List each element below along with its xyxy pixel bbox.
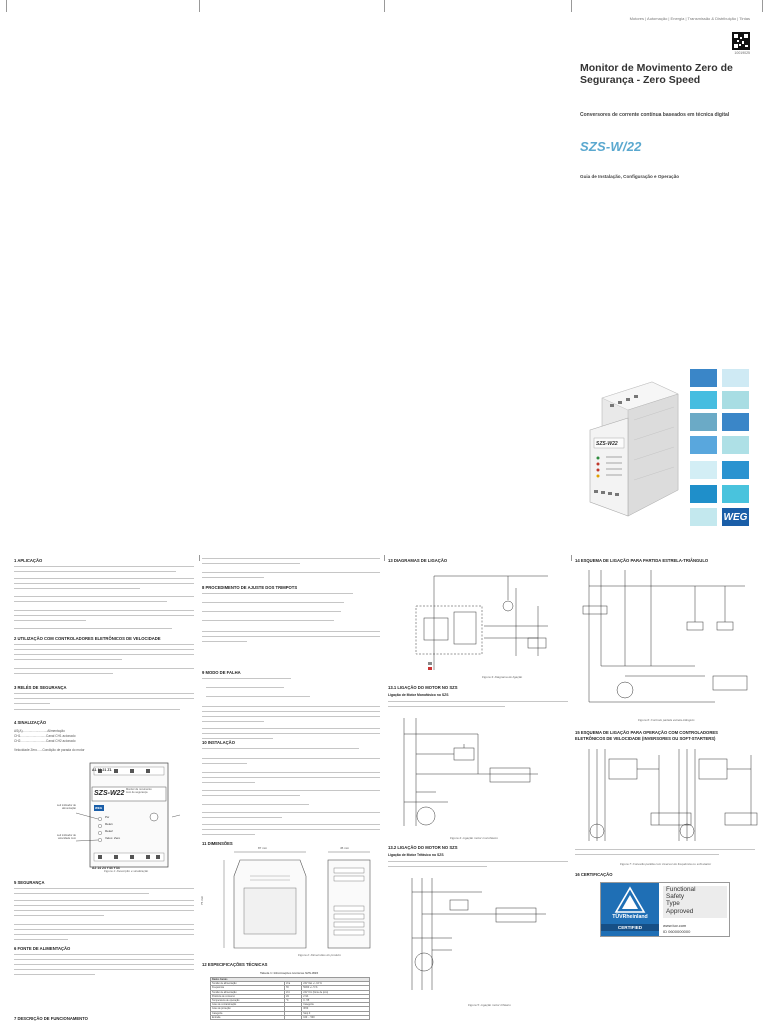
qr-code-icon: [732, 32, 750, 50]
section-heading: 1 APLICAÇÃO: [14, 558, 43, 563]
section-text: [14, 566, 194, 576]
section-heading: 14 ESQUEMA DE LIGAÇÃO PARA PARTIDA ESTRELA-TRIÂNGULO: [575, 558, 709, 563]
color-tile: [722, 391, 749, 409]
table-cell: 24V Vac +/- 10 %: [302, 982, 370, 986]
section-text: [14, 954, 194, 979]
color-tile: [690, 461, 717, 479]
figure-caption: Figura 7: Conexão partida com inversor de frequência ou soft-starter: [620, 862, 712, 866]
wiring-diagram: [388, 714, 568, 834]
section-text: [202, 631, 380, 646]
fold-mark: [571, 555, 572, 561]
device-brand: SZS-W22: [94, 790, 125, 797]
wiring-diagram: [575, 566, 760, 706]
table-cell: 50/60 +/- 5 %: [302, 986, 370, 990]
table-cell: °C: [284, 998, 301, 1002]
color-tile: [722, 369, 749, 387]
guide-title: Guia de Instalação, Configuração e Operação: [580, 174, 680, 179]
table-cell: IP20: [302, 1007, 370, 1011]
table-cell: [284, 1015, 301, 1019]
color-tile: [690, 508, 717, 526]
led-label: Pw: [105, 815, 110, 819]
approval-line: Type: [666, 900, 680, 908]
callout-label: Led indicador de velocidade zero: [56, 834, 76, 841]
device-logo: WEG: [95, 806, 103, 810]
crop-mark: [762, 0, 763, 12]
document-code: 10019025: [734, 51, 750, 55]
section-text: [202, 804, 380, 809]
section-heading: 7 DESCRIÇÃO DE FUNCIONAMENTO: [14, 1016, 88, 1021]
figure-caption: Figura 6: Controle partida estrela-triângulo: [638, 718, 695, 722]
section-text: [202, 602, 380, 607]
section-text: [202, 824, 380, 839]
title-line: Monitor de Movimento Zero de: [580, 62, 733, 74]
table-caption: Tabela 1: Informações técnicas SZS-W22: [260, 971, 319, 975]
color-tile: [690, 436, 717, 454]
approval-text: [663, 886, 727, 918]
table-header: Dados Gerais: [211, 978, 370, 982]
table-cell: VA: [284, 994, 301, 998]
section-text: [206, 687, 380, 692]
section-heading: 12 ESPECIFICAÇÕES TÉCNICAS: [202, 962, 268, 967]
section-heading: 4 SINALIZAÇÃO: [14, 720, 47, 725]
page-title: [580, 62, 750, 86]
device-description: Monitor de movimento zero de segurança: [126, 788, 152, 794]
dimension-height: 75 mm: [200, 895, 205, 906]
section-text: [14, 709, 194, 714]
table-cell: Frequência: [211, 986, 285, 990]
crop-mark: [6, 0, 7, 12]
color-tile: [722, 485, 749, 503]
color-tile: [690, 369, 717, 387]
table-cell: Stop 0: [302, 1011, 370, 1015]
certification-website: www.tuv.com: [663, 923, 687, 928]
table-cell: Categoria: [211, 1011, 285, 1015]
section-text: [14, 924, 194, 944]
section-text: [202, 706, 380, 726]
table-cell: 100 ... 500: [302, 1015, 370, 1019]
section-heading: 15 ESQUEMA DE LIGAÇÃO PARA OPERAÇÃO COM CONTROLADORES: [575, 730, 718, 735]
section-heading: 6 FONTE DE ALIMENTAÇÃO: [14, 946, 71, 951]
section-text: [14, 610, 194, 625]
table-cell: Tensão de alimentação: [211, 982, 285, 986]
section-text: [14, 693, 194, 708]
color-tile: [690, 391, 717, 409]
table-cell: 0...55: [302, 998, 370, 1002]
dimension-width: 87 mm: [258, 846, 268, 850]
figure-caption: Figura 1: Descrição e sinalização: [104, 869, 149, 873]
led-label: Rele2: [105, 829, 113, 833]
table-cell: Vca: [284, 982, 301, 986]
section-heading: 13.2 LIGAÇÃO DO MOTOR NO SZS: [388, 845, 458, 850]
figure-caption: Figura 5: Ligação motor trifásico: [468, 1003, 511, 1007]
color-tile: [722, 436, 749, 454]
section-text: [14, 888, 194, 898]
table-cell: Potência de consumo: [211, 994, 285, 998]
color-tile: [690, 485, 717, 503]
section-text: [202, 620, 380, 625]
signal-item: Velocidade Zero......Condição de parada do motor: [14, 748, 85, 752]
tuv-brand: TÜVRheinland: [612, 914, 648, 920]
wiring-diagram: [575, 745, 760, 845]
signal-item: CH1.............................Canal CH1 acionado: [14, 734, 76, 738]
section-heading: 8 PROCEDIMENTO DE AJUSTE DOS TRIMPOTS: [202, 585, 298, 590]
approval-line: Functional: [666, 886, 696, 893]
section-text: [202, 772, 380, 787]
color-tile: [722, 461, 749, 479]
spec-table: [210, 977, 370, 1020]
section-heading: 10 INSTALAÇÃO: [202, 740, 235, 745]
table-cell: Categoria: [302, 1003, 370, 1007]
section-text: [14, 668, 194, 678]
section-text: [388, 701, 568, 711]
svg-text:SZS-W22: SZS-W22: [596, 441, 618, 447]
section-text: [202, 790, 380, 800]
table-cell: Grau de contaminação: [211, 1003, 285, 1007]
table-cell: Vcc: [284, 990, 301, 994]
signal-item: CH2.............................Canal CH2 acionado: [14, 739, 76, 743]
tuv-logo: [601, 883, 659, 936]
section-text: [14, 644, 194, 664]
led-label: Veloc. Zero: [105, 836, 121, 840]
subsection-heading: Ligação de Motor Monofásico no SZS: [388, 693, 449, 697]
section-text: [388, 861, 568, 871]
device-bottom-terminals: A2 14 24 Y44 Y34: [92, 866, 120, 870]
table-cell: Entrada: [211, 1015, 285, 1019]
section-heading: 13 DIAGRAMAS DE LIGAÇÃO: [388, 558, 448, 563]
title-line: Segurança - Zero Speed: [580, 74, 701, 86]
figure-caption: Figura 2: Dimensões do produto: [298, 953, 341, 957]
signal-item: AS(A)............................Alimentação: [14, 729, 65, 733]
section-text: [206, 696, 380, 701]
device-top-terminals: A1 11 21 Z1: [92, 768, 112, 772]
section-heading: 5 SEGURANÇA: [14, 880, 45, 885]
figure-caption: Figura 3: Diagrama de ligação: [482, 675, 523, 679]
section-text: [202, 572, 380, 582]
section-text: [14, 628, 194, 633]
section-text: [202, 558, 380, 568]
section-heading: 9 MODO DE FALHA: [202, 670, 241, 675]
dimension-depth: 45 mm: [340, 846, 350, 850]
callout-label: Led indicador de alimentação: [56, 804, 76, 811]
section-heading: 2 UTILIZAÇÃO COM CONTROLADORES ELETRÔNICOS DE VELOCIDADE: [14, 636, 161, 641]
section-text: [202, 748, 380, 753]
brand-tagline: Motores | Automação | Energia | Transmissão & Distribuição | Tintas: [629, 16, 750, 21]
section-text: [202, 611, 380, 616]
section-text: [202, 812, 380, 822]
color-tile: [722, 413, 749, 431]
crop-mark: [199, 0, 200, 12]
crop-mark: [571, 0, 572, 12]
table-cell: 24V Vcc (fonte de pico): [302, 990, 370, 994]
section-heading: 16 CERTIFICAÇÃO: [575, 872, 613, 877]
section-text: [202, 758, 380, 768]
subsection-heading: Ligação de Motor Trifásico no SZS: [388, 853, 444, 857]
table-cell: Temperatura de operação: [211, 998, 285, 1002]
section-heading: 3 RELÉS DE SEGURANÇA: [14, 685, 67, 690]
section-text: [14, 900, 194, 920]
fold-mark: [384, 555, 385, 561]
section-text: [202, 593, 380, 598]
table-cell: Hz: [284, 986, 301, 990]
section-heading: 11 DIMENSÕES: [202, 841, 233, 846]
section-text: [202, 678, 380, 683]
certification-id: ID 0600000000: [663, 929, 691, 934]
table-cell: Grau de proteção: [211, 1007, 285, 1011]
page-subtitle: Conversores de corrente contínua baseados em técnica digital: [580, 112, 730, 118]
section-text: [575, 849, 755, 859]
led-label: Rele1: [105, 822, 113, 826]
approval-line: Approved: [666, 907, 694, 915]
section-heading: 13.1 LIGAÇÃO DO MOTOR NO SZS: [388, 685, 458, 690]
wiring-diagram: [388, 566, 568, 676]
color-tile: [690, 413, 717, 431]
tuv-triangle-icon: [615, 887, 645, 913]
tuv-certified: CERTIFIED: [601, 924, 659, 931]
table-cell: Tensão de alimentação: [211, 990, 285, 994]
section-text: [14, 596, 194, 606]
crop-mark: [384, 0, 385, 12]
section-text: [14, 578, 194, 593]
weg-logo: WEG: [722, 508, 749, 526]
wiring-diagram: [392, 874, 568, 994]
dimensions-diagram: [210, 846, 380, 956]
figure-caption: Figura 4: Ligação motor monofásico: [450, 836, 498, 840]
fold-mark: [199, 555, 200, 561]
model-name: SZS-W/22: [580, 139, 642, 154]
approval-line: Safety: [666, 893, 685, 901]
product-photo: [582, 380, 680, 520]
tuv-certification-badge: [600, 882, 730, 937]
table-cell: 2 VA: [302, 994, 370, 998]
table-row: [211, 1015, 370, 1019]
section-heading: ELETRÔNICOS DE VELOCIDADE (INVERSORES OU SOFT-STARTERS): [575, 736, 716, 741]
